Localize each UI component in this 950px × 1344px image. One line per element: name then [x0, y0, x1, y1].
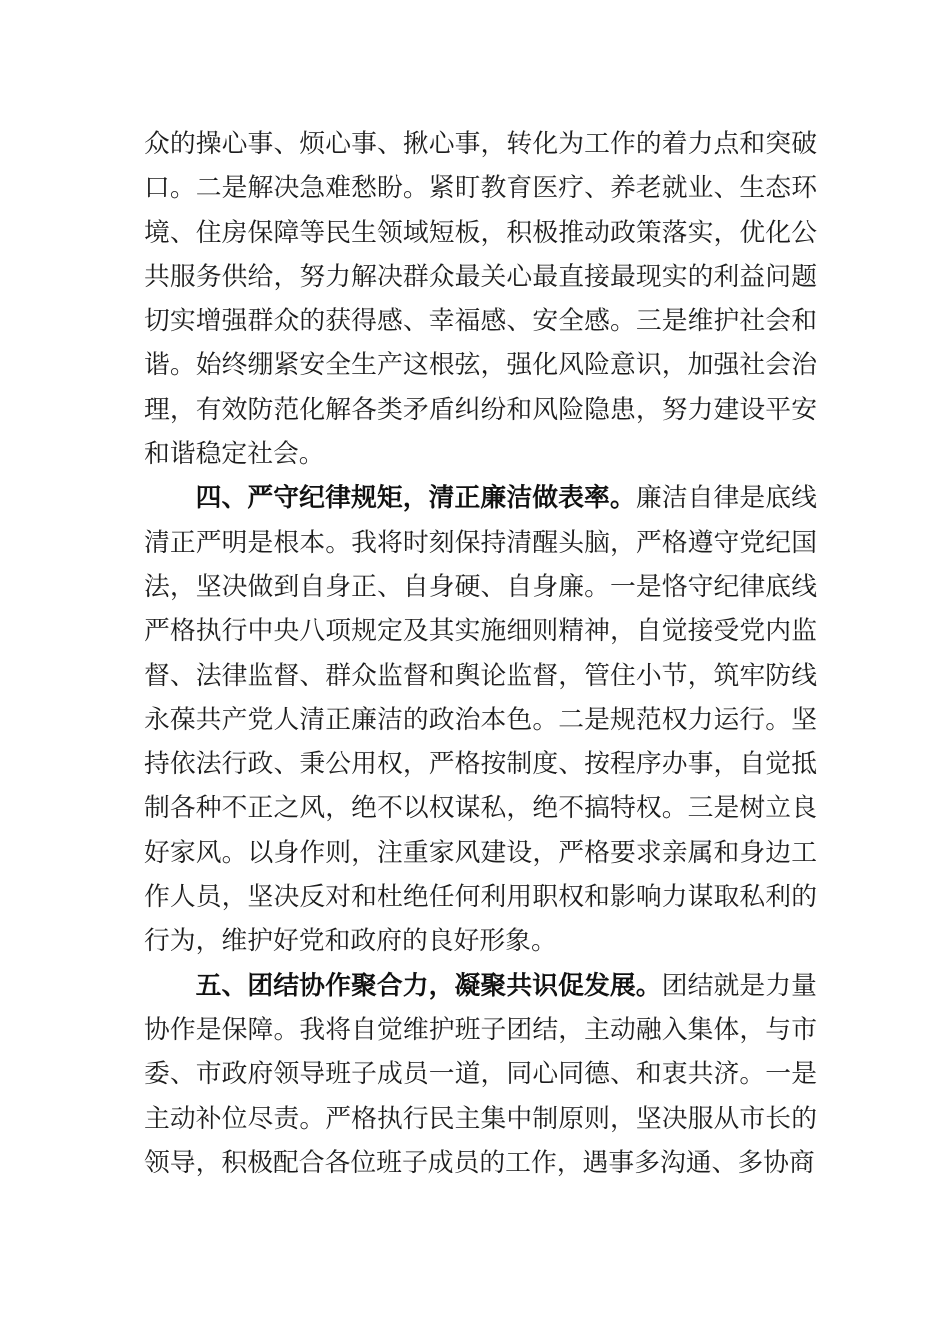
- section-heading-run: 四、严守纪律规矩，清正廉洁做表率。: [195, 483, 636, 513]
- text-run: 廉洁自律是底线清正严明是根本。我将时刻保持清醒头脑，严格遵守党纪国法，坚决做到自身正、自身硬、自身廉。一是恪守纪律底线严格执行中央八项规定及其实施细则精神，自觉接受党内监督、法律监督、群众监督和舆论监督，管住小节，筑牢防线永葆共产党人清正廉洁的政治本色。二是规范权力运行。坚持依法行政、秉公用权，严格按制度、按程序办事，自觉抵制各种不正之风，绝不以权谋私，绝不搞特权。三是树立良好家风。以身作则，注重家风建设，严格要求亲属和身边工作人员，坚决反对和杜绝任何利用职权和影响力谋取私利的行为，维护好党和政府的良好形象。: [144, 483, 817, 956]
- paragraph: [144, 122, 817, 476]
- paragraph: [144, 476, 817, 963]
- section-heading-run: 五、团结协作聚合力，凝聚共识促发展。: [195, 970, 662, 1000]
- document-body: [144, 122, 817, 1185]
- paragraph: [144, 964, 817, 1185]
- text-run: 团结就是力量协作是保障。我将自觉维护班子团结，主动融入集体，与市委、市政府领导班子成员一道，同心同德、和衷共济。一是主动补位尽责。严格执行民主集中制原则，坚决服从市长的领导，积极配合各位班子成员的工作，遇事多沟通、多协商: [144, 970, 817, 1177]
- text-run: 众的操心事、烦心事、揪心事，转化为工作的着力点和突破口。二是解决急难愁盼。紧盯教育医疗、养老就业、生态环境、住房保障等民生领域短板，积极推动政策落实，优化公共服务供给，努力解决群众最关心最直接最现实的利益问题切实增强群众的获得感、幸福感、安全感。三是维护社会和谐。始终绷紧安全生产这根弦，强化风险意识，加强社会治理，有效防范化解各类矛盾纠纷和风险隐患，努力建设平安和谐稳定社会。: [144, 129, 817, 469]
